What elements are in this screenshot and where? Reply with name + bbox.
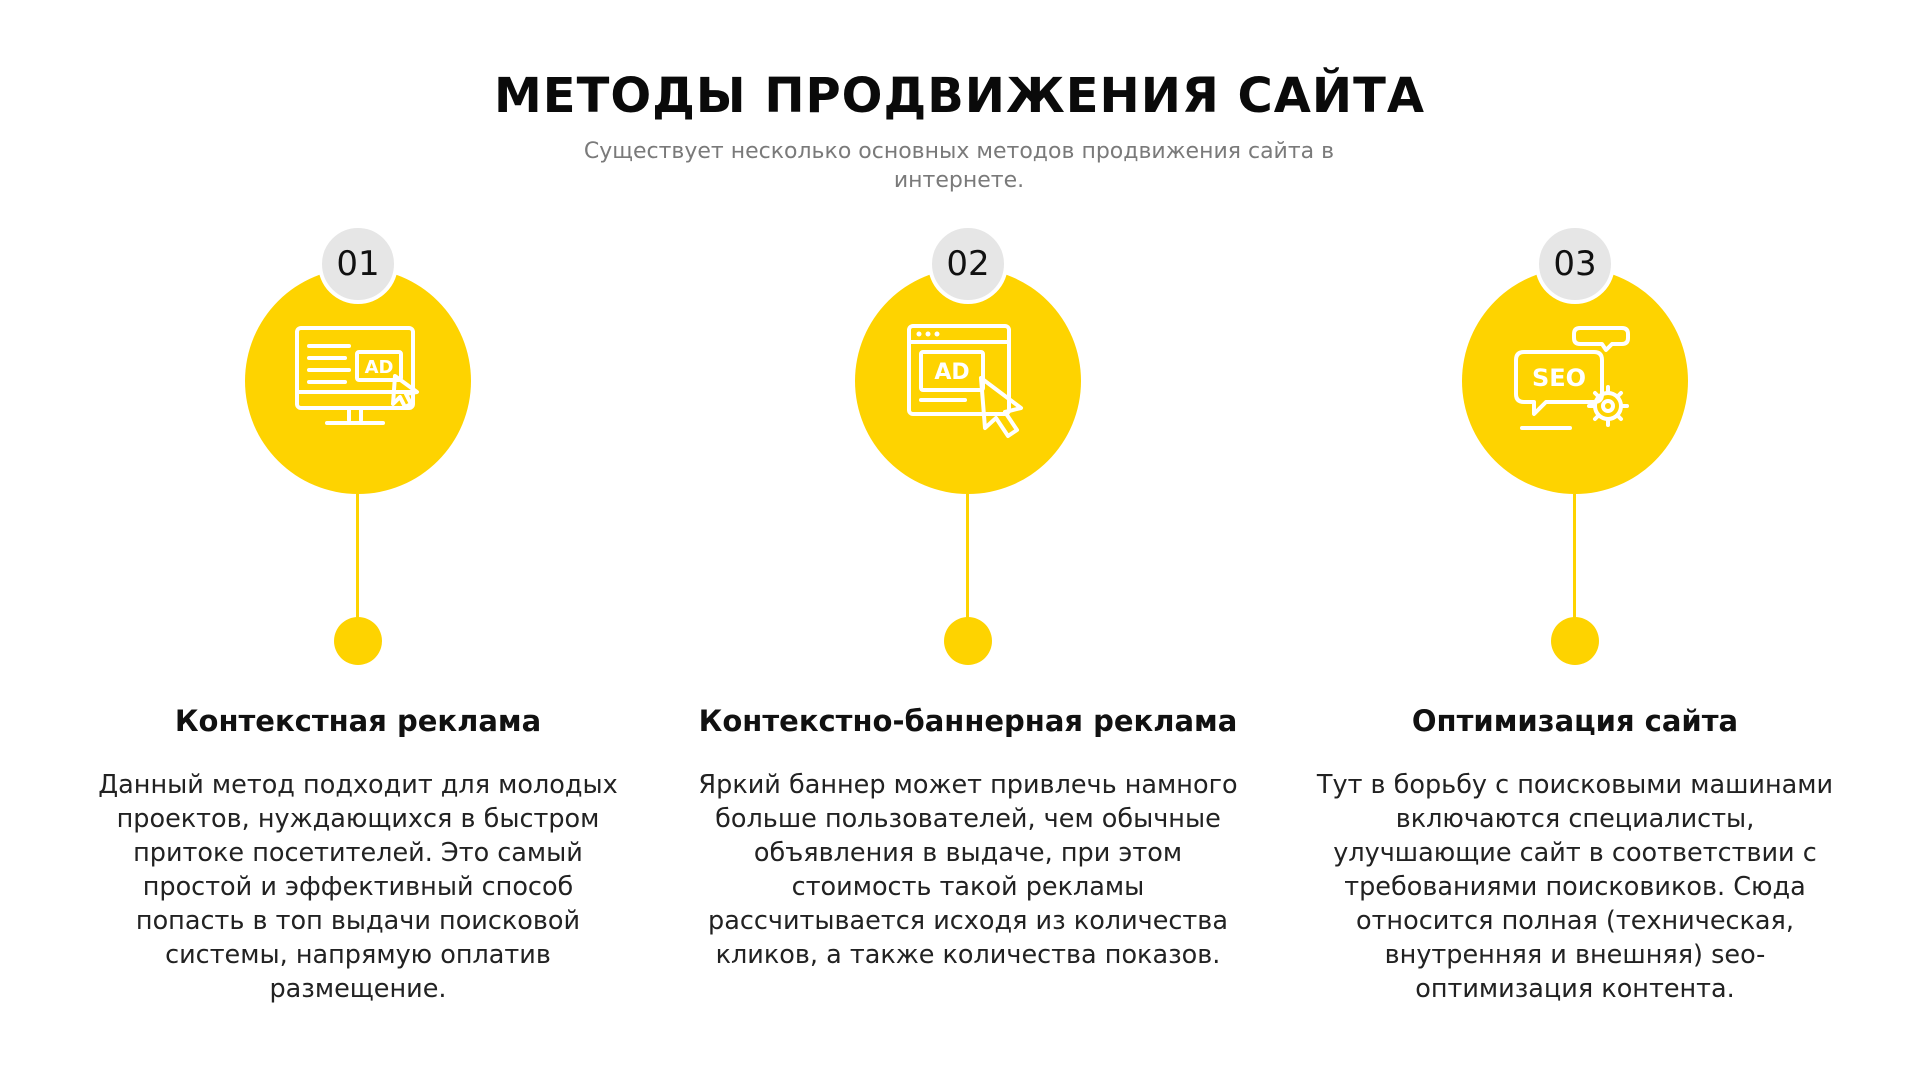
svg-text:AD: AD <box>364 357 394 378</box>
page-subtitle: Существует несколько основных методов продвижения сайта в интернете. <box>583 139 1335 193</box>
step-2-number-badge: 02 <box>928 224 1008 304</box>
step-3 <box>1275 0 1875 1079</box>
step-1-dot <box>334 617 382 665</box>
step-3-dot <box>1551 617 1599 665</box>
step-1-number-badge: 01 <box>318 224 398 304</box>
step-3-connector <box>1573 494 1576 624</box>
step-1-connector <box>356 494 359 624</box>
svg-text:SEO: SEO <box>1531 364 1587 392</box>
step-2-title: Контекстно-баннерная реклама <box>698 704 1238 738</box>
page-title: МЕТОДЫ ПРОДВИЖЕНИЯ САЙТА <box>494 68 1425 124</box>
step-2-description: Яркий баннер может привлечь намного больше пользователей, чем обычные объявления в выдаче, при этом стоимость такой рекламы рассчитывается исходя из количества кликов, а также количества показов. <box>698 770 1238 970</box>
step-3-description: Тут в борьбу с поисковыми машинами включаются специалисты, улучшающие сайт в соответствии с требованиями поисковиков. Сюда относится полная (техническая, внутренняя и внешняя) seo-оптимизация контента. <box>1316 770 1834 1004</box>
step-2-connector <box>966 494 969 624</box>
step-1 <box>58 0 658 1079</box>
step-1-description: Данный метод подходит для молодых проектов, нуждающихся в быстром притоке посетителей. Это самый простой и эффективный способ попасть в топ выдачи поисковой системы, напрямую оплатив размещение. <box>98 770 618 1004</box>
step-3-number-badge: 03 <box>1535 224 1615 304</box>
step-2 <box>668 0 1268 1079</box>
step-3-title: Оптимизация сайта <box>1411 704 1739 738</box>
step-2-dot <box>944 617 992 665</box>
step-1-title: Контекстная реклама <box>174 704 542 738</box>
svg-text:AD: AD <box>934 360 970 385</box>
